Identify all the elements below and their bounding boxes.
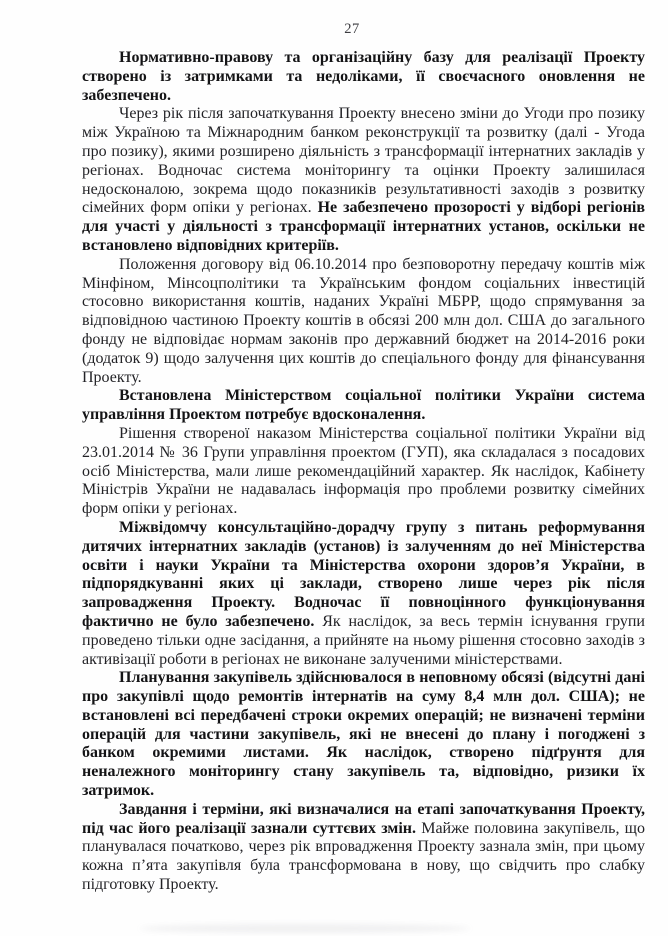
document-body (82, 49, 645, 895)
text-run: Майже половина закупівель, що планувалася початково, через рік впровадження Проекту зазнала змін, при цьому кожна п’ята закупівля була трансформована в нову, що свідчить про слабку підготовку Проекту. (82, 819, 645, 894)
scan-smudge-artifact (140, 924, 470, 933)
text-run-bold: Нормативно-правову та організаційну базу для реалізації Проекту створено із затримками та недоліками, її своєчасного оновлення не забезпечено. (82, 49, 645, 104)
text-run-bold: Не забезпечено прозорості у відборі регіонів для участі у діяльності з трансформації інтернатних установ, оскільки не встановлено відповідних критеріїв. (82, 199, 646, 254)
text-run-bold: Планування закупівель здійснювалося в неповному обсязі (відсутні дані про закупівлі щодо ремонтів інтернатів на суму 8,4 млн дол. США); не встановлені всі передбачені строки окремих операцій; не визначені терміни операцій для частини закупівель, які не внесені до плану і погоджені з банком окремими листами. Як наслідок, створено підґрунтя для неналежного моніторингу стану закупівель та, відповідно, ризики їх затримок. (82, 669, 645, 800)
paragraph (82, 425, 645, 519)
paragraph (82, 801, 645, 895)
text-run: Через рік після започаткування Проекту внесено зміни до Угоди про позику між Україною та Міжнародним банком реконструкції та розвитку (далі - Угода про позику), якими розширено діяльність з трансформації інтернатних закладів у регіонах. Водночас система моніторингу та оцінки Проекту залишилася недосконалою, зокрема щодо показників результативності заходів з розвитку сімейних форм опіки у регіонах. (82, 105, 645, 217)
text-run: Як наслідок, за весь термін існування групи проведено тільки одне засідання, а прийняте на ньому рішення стосовно заходів з активізації роботи в регіонах не виконане залученими міністерствами. (82, 612, 645, 668)
paragraph (82, 387, 645, 425)
text-run: Положення договору від 06.10.2014 про безповоротну передачу коштів між Мінфіном, Мінсоцполітики та Українським фондом соціальних інвестицій стосовно використання коштів, наданих Україні МБРР, щодо спрямування за відповідною частиною Проекту коштів в обсязі 200 млн дол. США до загального фонду не відповідає нормам законів про державний бюджет на 2014-2016 роки (додаток 9) щодо залучення цих коштів до спеціального фонду для фінансування Проекту. (82, 255, 645, 386)
page-number: 27 (344, 21, 360, 37)
paragraph (82, 519, 645, 669)
paragraph (82, 105, 645, 255)
paragraph (82, 669, 645, 801)
paragraph (82, 256, 645, 388)
paragraph (82, 49, 645, 105)
text-run-bold: Міжвідомчу консультаційно-дорадчу групу з питань реформування дитячих інтернатних закладів (установ) із залученням до неї Міністерства освіти і науки України та Міністерства охорони здоров’я України, в підпорядкуванні яких ці заклади, створено лише через рік після запровадження Проекту. Водночас її повноцінного функціонування фактично не було забезпечено. (82, 518, 645, 630)
text-run: Рішення створеної наказом Міністерства соціальної політики України від 23.01.2014 № 36 Групи управління проектом (ГУП), яка складалася з посадових осіб Міністерства, мали лише рекомендаційний характер. Як наслідок, Кабінету Міністрів України не надавалась інформація про проблеми розвитку сімейних форм опіки у регіонах. (82, 424, 645, 518)
text-run-bold: Завдання і терміни, які визначалися на етапі започаткування Проекту, під час його реалізації зазнали суттєвих змін. (82, 800, 645, 837)
text-run-bold: Встановлена Міністерством соціальної політики України система управління Проектом потребує вдосконалення. (82, 387, 645, 424)
